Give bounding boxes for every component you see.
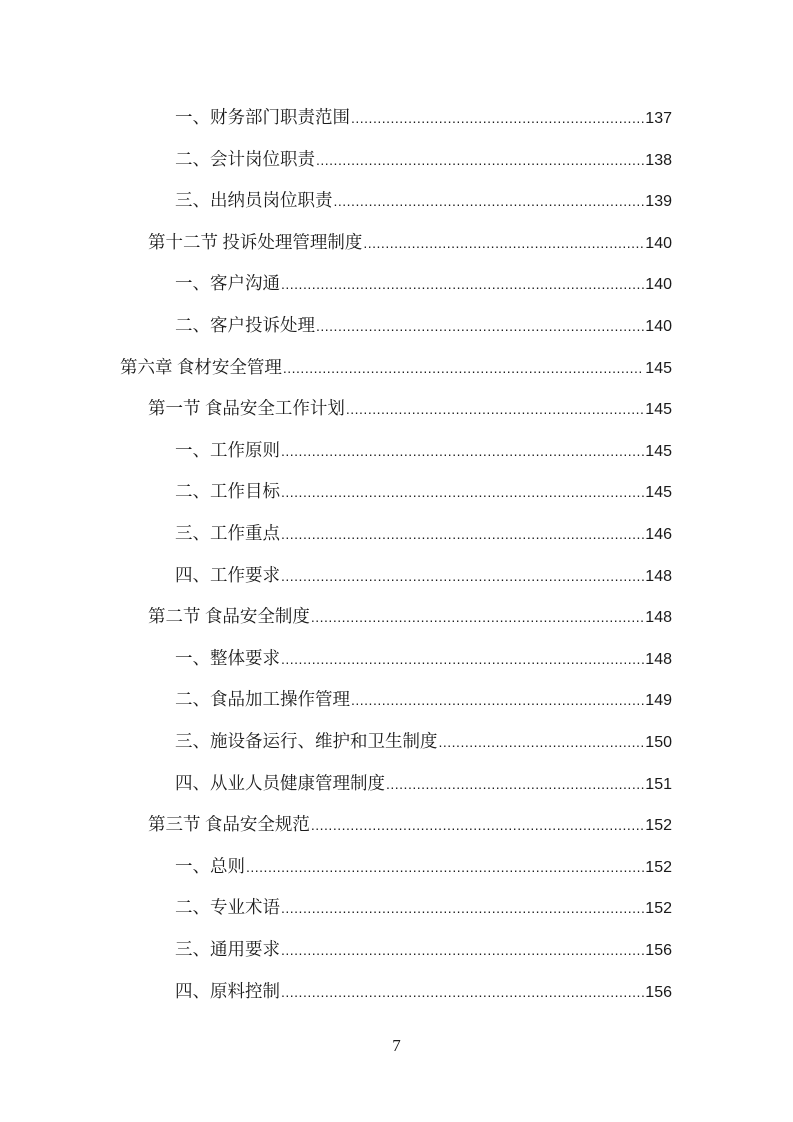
toc-entry-page: 137 xyxy=(645,110,672,127)
toc-entry-title: 二、食品加工操作管理 xyxy=(175,689,350,710)
toc-entry[interactable] xyxy=(175,146,672,174)
dot-leader xyxy=(363,235,644,251)
toc-entry-title: 第十二节 投诉处理管理制度 xyxy=(148,231,363,252)
toc-entry-title: 一、工作原则 xyxy=(175,439,280,460)
toc-entry-page: 145 xyxy=(645,442,672,460)
toc-entry[interactable] xyxy=(175,853,672,881)
toc-entry-page: 145 xyxy=(645,401,672,419)
toc-entry-page: 145 xyxy=(645,484,672,502)
dot-leader xyxy=(351,692,644,708)
toc-entry-title: 四、工作要求 xyxy=(175,564,280,585)
toc-entry-page: 152 xyxy=(645,817,672,835)
toc-entry[interactable] xyxy=(175,520,672,548)
toc-entry[interactable] xyxy=(148,811,672,839)
toc-entry-title: 二、专业术语 xyxy=(175,897,280,918)
toc-entry-title: 三、工作重点 xyxy=(175,523,280,543)
toc-entry-page: 138 xyxy=(645,151,672,169)
toc-entry-title: 第二节 食品安全制度 xyxy=(148,606,310,627)
dot-leader xyxy=(439,734,645,750)
toc-entry-page: 148 xyxy=(645,609,672,627)
dot-leader xyxy=(311,817,644,833)
toc-entry-title: 第六章 食材安全管理 xyxy=(120,356,282,377)
toc-entry-title: 一、客户沟通 xyxy=(175,273,280,294)
toc-entry-title: 三、出纳员岗位职责 xyxy=(175,190,333,211)
dot-leader xyxy=(281,651,644,667)
toc-entry[interactable] xyxy=(175,894,672,922)
toc-entry[interactable] xyxy=(175,936,672,964)
dot-leader xyxy=(246,859,644,875)
dot-leader xyxy=(316,318,644,334)
toc-entry[interactable] xyxy=(175,312,672,340)
dot-leader xyxy=(281,484,644,500)
dot-leader xyxy=(281,443,644,459)
toc-entry-title: 二、会计岗位职责 xyxy=(175,148,315,169)
toc-entry-page: 146 xyxy=(645,526,672,543)
dot-leader xyxy=(281,568,644,584)
toc-entry-page: 151 xyxy=(645,775,672,793)
toc-entry-title: 三、通用要求 xyxy=(175,939,280,959)
toc-entry-page: 152 xyxy=(645,900,672,918)
toc-entry-page: 156 xyxy=(645,983,672,1001)
toc-entry[interactable] xyxy=(175,478,672,506)
toc-entry-title: 第一节 食品安全工作计划 xyxy=(148,398,345,419)
toc-entry[interactable] xyxy=(175,187,672,215)
toc-entry[interactable] xyxy=(175,645,672,673)
toc-entry-title: 二、客户投诉处理 xyxy=(175,315,315,335)
dot-leader xyxy=(351,110,644,126)
dot-leader xyxy=(281,900,644,916)
toc-entry[interactable] xyxy=(175,728,672,756)
toc-entry[interactable] xyxy=(175,770,672,798)
dot-leader xyxy=(386,776,644,792)
dot-leader xyxy=(283,360,644,376)
dot-leader xyxy=(281,942,644,958)
dot-leader xyxy=(311,609,644,625)
toc-entry-page: 139 xyxy=(645,193,672,211)
toc-entry[interactable] xyxy=(175,562,672,590)
toc-entry[interactable] xyxy=(175,978,672,1006)
toc-entry-page: 140 xyxy=(645,276,672,294)
toc-entry[interactable] xyxy=(175,686,672,714)
toc-entry[interactable] xyxy=(175,104,672,132)
toc-entry[interactable] xyxy=(148,395,672,423)
toc-entry-title: 三、施设备运行、维护和卫生制度 xyxy=(175,731,438,751)
toc-entry-page: 140 xyxy=(645,234,672,252)
toc-entry-title: 一、财务部门职责范围 xyxy=(175,107,350,127)
dot-leader xyxy=(346,401,644,417)
toc-entry-page: 156 xyxy=(645,942,672,959)
toc-entry-title: 一、整体要求 xyxy=(175,647,280,668)
toc-entry[interactable] xyxy=(120,354,672,382)
toc-entry-title: 四、从业人员健康管理制度 xyxy=(175,772,385,793)
toc-entry-title: 第三节 食品安全规范 xyxy=(148,814,310,835)
dot-leader xyxy=(281,276,644,292)
toc-entry[interactable] xyxy=(175,270,672,298)
toc-entry-title: 一、总则 xyxy=(175,855,245,876)
toc-entry[interactable] xyxy=(148,603,672,631)
toc-entry-page: 148 xyxy=(645,567,672,585)
toc-entry[interactable] xyxy=(175,437,672,465)
toc-entry-page: 140 xyxy=(645,318,672,335)
toc-entry-page: 152 xyxy=(645,858,672,876)
dot-leader xyxy=(334,193,645,209)
toc-entry-page: 149 xyxy=(645,692,672,710)
toc-entry[interactable] xyxy=(148,229,672,257)
page-number: 7 xyxy=(392,1036,401,1055)
toc-entry-title: 二、工作目标 xyxy=(175,481,280,502)
toc-entry-page: 150 xyxy=(645,734,672,751)
toc-entry-title: 四、原料控制 xyxy=(175,980,280,1001)
dot-leader xyxy=(316,152,644,168)
toc-entry-page: 145 xyxy=(645,359,672,377)
dot-leader xyxy=(281,984,644,1000)
dot-leader xyxy=(281,526,644,542)
toc-entry-page: 148 xyxy=(645,650,672,668)
